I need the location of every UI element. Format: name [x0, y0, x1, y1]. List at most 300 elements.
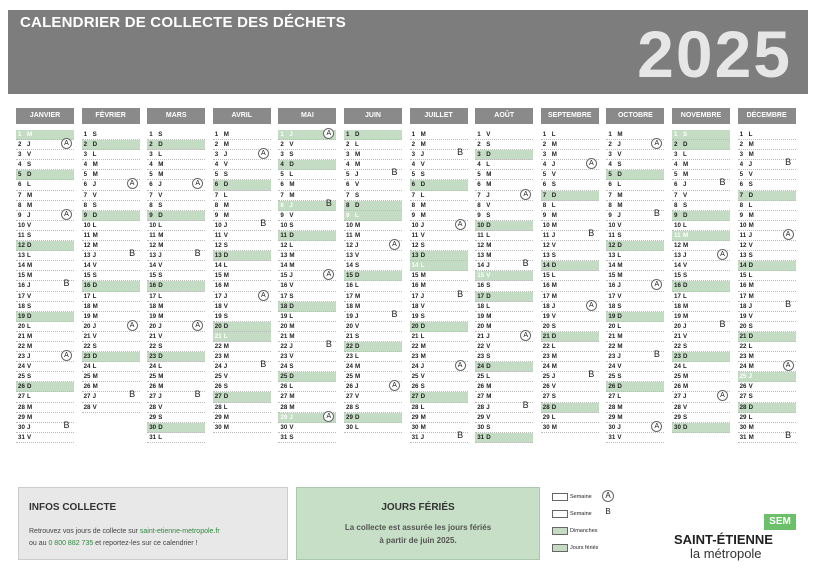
day-number: 31 [411, 433, 419, 441]
day-weekday: J [617, 141, 621, 149]
day-number: 11 [346, 231, 353, 239]
day-row [541, 241, 599, 251]
website-link[interactable]: saint-etienne-metropole.fr [139, 528, 220, 535]
day-row [606, 392, 664, 402]
week-a-icon: A [651, 279, 662, 290]
day-number: 28 [280, 403, 288, 411]
day-number: 26 [18, 383, 25, 391]
day-number: 10 [608, 221, 616, 229]
day-weekday: D [223, 252, 229, 260]
day-number: 25 [214, 373, 222, 381]
day-number: 13 [411, 252, 419, 260]
day-number: 9 [542, 211, 547, 219]
day-number: 27 [346, 393, 353, 401]
week-b-icon: B [194, 389, 201, 400]
day-row [278, 197, 336, 211]
day-weekday: S [92, 342, 97, 350]
day-number: 22 [214, 342, 222, 350]
day-weekday: J [420, 433, 425, 441]
day-weekday: M [486, 312, 492, 320]
day-number: 20 [674, 322, 681, 330]
day-weekday: J [92, 252, 97, 260]
day-number: 13 [608, 252, 616, 260]
day-weekday: J [158, 181, 162, 189]
day-number: 10 [477, 221, 485, 229]
day-weekday: D [486, 363, 491, 371]
day-row [541, 312, 599, 322]
week-a-icon: A [717, 390, 728, 401]
year-label: 2025 [637, 17, 792, 91]
day-number: 10 [411, 221, 419, 229]
day-weekday: L [683, 151, 687, 159]
day-weekday: M [486, 181, 492, 189]
day-number: 17 [674, 292, 681, 300]
day-row [147, 413, 205, 423]
day-weekday: D [289, 161, 294, 169]
day-number: 14 [18, 262, 25, 270]
day-number: 16 [477, 282, 485, 290]
day-weekday: L [486, 231, 490, 239]
day-number: 9 [18, 211, 22, 219]
week-a-icon: A [389, 239, 400, 250]
day-number: 3 [608, 151, 612, 159]
day-row [475, 352, 533, 362]
day-number: 17 [83, 292, 91, 300]
day-weekday: J [289, 272, 293, 280]
day-weekday: M [748, 221, 754, 229]
day-number: 16 [149, 282, 157, 290]
day-weekday: S [551, 252, 556, 260]
day-row [738, 130, 796, 140]
day-number: 29 [346, 413, 353, 421]
day-weekday: S [355, 403, 360, 411]
month-header: OCTOBRE [606, 108, 664, 124]
day-number: 11 [18, 231, 25, 239]
day-row [738, 298, 796, 312]
day-row [213, 382, 271, 392]
week-b-icon: B [63, 278, 70, 289]
day-number: 18 [149, 302, 157, 310]
day-number: 5 [83, 171, 88, 179]
day-number: 8 [477, 201, 481, 209]
day-row [475, 302, 533, 312]
day-weekday: M [420, 141, 426, 149]
day-number: 23 [674, 353, 681, 361]
day-row [278, 423, 336, 433]
day-weekday: J [92, 181, 97, 189]
day-weekday: L [748, 342, 753, 350]
day-weekday: V [289, 141, 294, 149]
day-number: 7 [83, 191, 88, 199]
day-weekday: L [158, 433, 162, 441]
day-row [213, 241, 271, 251]
day-row [410, 180, 468, 190]
day-weekday: L [223, 262, 228, 270]
day-number: 2 [674, 141, 678, 149]
day-weekday: M [683, 383, 689, 391]
day-number: 24 [346, 363, 353, 371]
day-weekday: M [748, 141, 754, 149]
day-weekday: J [27, 423, 31, 431]
day-weekday: D [420, 393, 426, 401]
day-weekday: M [486, 171, 492, 179]
day-number: 1 [280, 131, 284, 138]
day-row [16, 312, 74, 322]
day-number: 19 [477, 312, 485, 320]
day-number: 15 [18, 272, 25, 280]
day-number: 19 [739, 312, 747, 320]
day-weekday: L [683, 363, 687, 371]
day-weekday: V [683, 262, 688, 270]
day-row [606, 403, 664, 413]
day-row [672, 292, 730, 302]
day-weekday: M [158, 231, 164, 239]
day-row [213, 312, 271, 322]
day-weekday: J [27, 141, 31, 149]
day-weekday: M [617, 262, 623, 270]
day-weekday: J [420, 363, 425, 371]
day-number: 20 [542, 322, 550, 330]
day-row [410, 362, 468, 372]
day-number: 17 [18, 292, 25, 300]
week-b-icon: B [325, 338, 332, 349]
day-number: 27 [608, 393, 616, 401]
day-weekday: M [223, 131, 229, 138]
day-weekday: V [92, 262, 97, 270]
day-weekday: M [748, 353, 754, 361]
day-weekday: M [223, 141, 229, 149]
day-row [82, 403, 140, 413]
day-row [738, 191, 796, 201]
day-row [344, 140, 402, 150]
day-weekday: S [486, 282, 491, 290]
day-number: 20 [280, 322, 288, 330]
day-number: 9 [477, 211, 481, 219]
day-number: 7 [280, 191, 284, 199]
day-weekday: M [551, 211, 557, 219]
day-weekday: M [617, 413, 623, 421]
day-number: 9 [83, 211, 88, 219]
day-number: 1 [214, 131, 219, 138]
day-row [410, 403, 468, 413]
day-number: 12 [149, 242, 157, 250]
day-row [606, 170, 664, 180]
day-number: 11 [280, 231, 287, 239]
day-row [541, 382, 599, 392]
day-row [606, 221, 664, 231]
day-number: 25 [149, 373, 157, 381]
day-weekday: M [355, 363, 361, 371]
day-row [672, 261, 730, 271]
day-row [410, 170, 468, 180]
month-column [344, 108, 402, 433]
day-row [344, 308, 402, 322]
day-row [475, 342, 533, 352]
day-number: 9 [280, 211, 284, 219]
day-weekday: M [617, 272, 623, 280]
day-row [344, 322, 402, 332]
day-number: 11 [739, 231, 747, 239]
day-row [672, 392, 730, 402]
day-weekday: V [617, 221, 622, 229]
day-number: 18 [411, 302, 419, 310]
legend-a-icon: A [602, 490, 614, 502]
day-number: 5 [477, 171, 481, 179]
day-weekday: S [420, 312, 425, 320]
day-weekday: V [617, 151, 622, 159]
day-number: 26 [477, 383, 485, 391]
day-weekday: J [289, 342, 293, 350]
day-number: 2 [83, 141, 88, 149]
day-row [410, 130, 468, 140]
day-number: 6 [674, 181, 678, 189]
day-weekday: S [355, 191, 360, 199]
day-number: 27 [411, 393, 419, 401]
week-b-icon: B [522, 258, 529, 269]
week-a-icon: A [258, 148, 269, 159]
day-number: 14 [214, 262, 222, 270]
day-weekday: M [551, 221, 557, 229]
day-weekday: M [223, 282, 229, 290]
day-number: 25 [477, 373, 485, 381]
day-weekday: J [223, 151, 228, 159]
day-weekday: M [92, 242, 98, 250]
day-row [410, 191, 468, 201]
day-number: 10 [149, 221, 157, 229]
day-weekday: M [289, 262, 295, 270]
month-header: SEPTEMBRE [541, 108, 599, 124]
day-weekday: M [420, 423, 426, 431]
day-weekday: L [617, 322, 622, 330]
day-weekday: S [289, 363, 294, 371]
week-b-icon: B [391, 167, 398, 178]
day-row [410, 332, 468, 342]
day-number: 12 [674, 242, 681, 250]
day-number: 3 [739, 151, 744, 159]
day-row [541, 160, 599, 170]
week-a-icon: A [520, 330, 531, 341]
day-row [410, 312, 468, 322]
day-row [541, 271, 599, 281]
day-weekday: V [683, 191, 688, 199]
day-number: 23 [477, 353, 485, 361]
day-row [82, 332, 140, 342]
day-number: 25 [411, 373, 419, 381]
day-weekday: D [355, 131, 360, 138]
day-number: 1 [477, 131, 481, 138]
day-number: 29 [214, 413, 222, 421]
day-weekday: D [158, 282, 163, 290]
header-banner [8, 10, 808, 94]
day-weekday: M [27, 131, 33, 138]
day-weekday: L [355, 423, 359, 431]
day-weekday: M [355, 373, 361, 381]
day-weekday: S [27, 373, 32, 381]
day-row [475, 258, 533, 271]
week-b-icon: B [588, 227, 595, 238]
month-header: DÉCEMBRE [738, 108, 796, 124]
day-row [213, 359, 271, 372]
day-weekday: V [551, 171, 556, 179]
day-row [344, 221, 402, 231]
day-weekday: M [158, 312, 164, 320]
day-weekday: M [92, 231, 98, 239]
day-weekday: D [486, 292, 491, 300]
day-row [82, 180, 140, 190]
day-weekday: J [158, 393, 162, 401]
day-number: 6 [739, 181, 744, 189]
day-row [344, 180, 402, 190]
day-row [344, 241, 402, 251]
day-row [672, 403, 730, 413]
day-number: 20 [739, 322, 747, 330]
day-weekday: M [486, 322, 492, 330]
day-number: 18 [542, 302, 550, 310]
day-row [738, 332, 796, 342]
day-weekday: S [420, 171, 425, 179]
feries-title: JOURS FÉRIÉS [381, 502, 455, 513]
day-number: 21 [346, 332, 353, 340]
day-weekday: D [355, 413, 360, 421]
day-number: 26 [411, 383, 419, 391]
day-row [147, 248, 205, 261]
day-number: 23 [280, 353, 288, 361]
day-number: 30 [674, 423, 681, 431]
day-number: 21 [411, 332, 419, 340]
day-weekday: J [551, 161, 556, 169]
day-row [475, 170, 533, 180]
day-number: 25 [674, 373, 681, 381]
day-weekday: M [617, 332, 623, 340]
day-number: 17 [280, 292, 288, 300]
week-b-icon: B [522, 399, 529, 410]
day-weekday: J [355, 383, 359, 391]
day-row [475, 241, 533, 251]
day-number: 13 [739, 252, 747, 260]
day-weekday: M [158, 161, 164, 169]
day-weekday: S [289, 221, 294, 229]
day-number: 17 [608, 292, 616, 300]
day-weekday: D [289, 231, 294, 239]
day-number: 9 [214, 211, 219, 219]
day-number: 30 [739, 423, 747, 431]
day-row [606, 382, 664, 392]
day-row [16, 241, 74, 251]
day-row [147, 261, 205, 271]
day-weekday: J [617, 282, 621, 290]
week-b-icon: B [653, 207, 660, 218]
day-weekday: J [355, 312, 359, 320]
day-weekday: S [617, 373, 622, 381]
day-row [541, 369, 599, 382]
day-number: 24 [83, 363, 91, 371]
day-number: 31 [739, 433, 747, 441]
day-weekday: L [27, 393, 31, 401]
day-weekday: V [289, 211, 294, 219]
day-weekday: M [355, 292, 361, 300]
day-number: 22 [739, 342, 747, 350]
day-number: 29 [280, 413, 288, 421]
day-weekday: V [355, 393, 360, 401]
day-number: 19 [346, 312, 353, 320]
day-number: 28 [18, 403, 25, 411]
day-number: 30 [346, 423, 353, 431]
day-number: 16 [411, 282, 419, 290]
day-row [16, 140, 74, 150]
week-a-icon: A [323, 128, 334, 139]
day-row [606, 423, 664, 433]
day-number: 16 [18, 282, 25, 290]
jours-feries-box [296, 487, 540, 560]
day-number: 3 [214, 151, 219, 159]
day-row [672, 352, 730, 362]
day-row [475, 292, 533, 302]
day-weekday: D [486, 433, 491, 441]
info-title: INFOS COLLECTE [29, 502, 117, 513]
day-weekday: L [551, 131, 556, 138]
day-row [344, 403, 402, 413]
day-row [278, 382, 336, 392]
day-weekday: S [92, 201, 97, 209]
day-row [82, 362, 140, 372]
day-weekday: V [223, 302, 228, 310]
day-number: 22 [411, 342, 419, 350]
day-number: 25 [280, 373, 288, 381]
day-number: 19 [411, 312, 419, 320]
day-row [672, 332, 730, 342]
day-weekday: L [617, 252, 622, 260]
week-b-icon: B [785, 157, 792, 168]
day-row [344, 382, 402, 392]
week-b-icon: B [194, 248, 201, 259]
day-weekday: M [551, 353, 557, 361]
day-row [410, 271, 468, 281]
day-number: 23 [542, 353, 550, 361]
phone-number[interactable]: 0 800 882 735 [48, 540, 94, 547]
day-weekday: M [617, 342, 623, 350]
day-weekday: S [683, 131, 688, 138]
day-number: 15 [149, 272, 157, 280]
day-weekday: V [420, 373, 425, 381]
day-number: 4 [18, 161, 22, 169]
day-row [213, 217, 271, 231]
day-row [344, 150, 402, 160]
day-number: 13 [18, 252, 25, 260]
day-weekday: D [289, 373, 294, 381]
day-number: 5 [280, 171, 284, 179]
day-row [541, 261, 599, 271]
day-weekday: M [551, 423, 557, 431]
day-weekday: M [748, 423, 754, 431]
day-weekday: D [27, 383, 32, 391]
day-number: 1 [542, 131, 547, 138]
day-weekday: L [683, 221, 687, 229]
day-number: 22 [18, 342, 25, 350]
day-row [147, 221, 205, 231]
day-number: 12 [608, 242, 616, 250]
day-number: 26 [739, 383, 747, 391]
day-weekday: M [683, 171, 689, 179]
day-row [541, 403, 599, 413]
day-weekday: M [27, 272, 33, 280]
day-number: 17 [346, 292, 353, 300]
day-weekday: S [551, 181, 556, 189]
day-row [16, 292, 74, 302]
day-number: 14 [608, 262, 616, 270]
week-a-icon: A [783, 229, 794, 240]
day-row [213, 372, 271, 382]
day-number: 28 [214, 403, 222, 411]
